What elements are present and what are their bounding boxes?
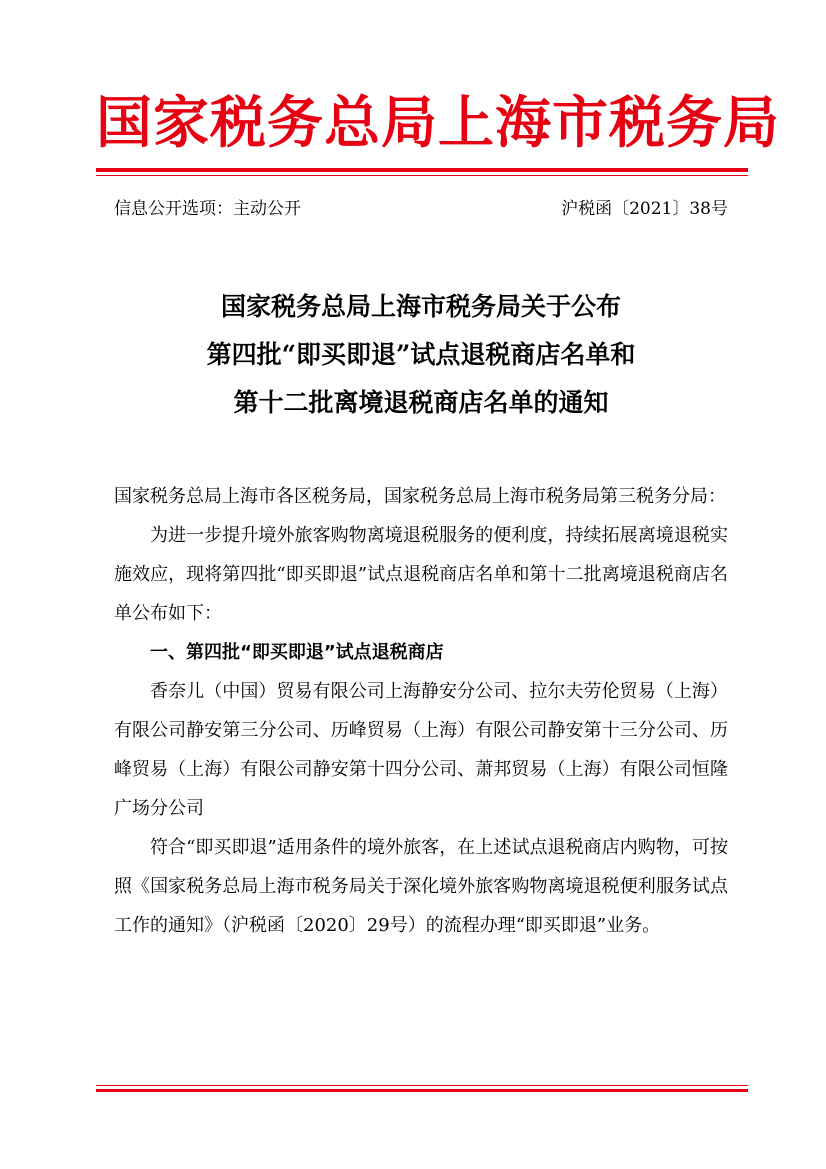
letterhead-rule-thin bbox=[96, 175, 748, 176]
footer-rule-thick bbox=[96, 1089, 748, 1092]
title-line: 国家税务总局上海市税务局关于公布 bbox=[220, 292, 621, 321]
document-number: 沪税函〔2021〕38号 bbox=[561, 199, 728, 219]
title-line: 第十二批离境退税商店名单的通知 bbox=[233, 388, 609, 417]
intro-paragraph: 为进一步提升境外旅客购物离境退税服务的便利度，持续拓展离境退税实施效应，现将第四批“即买即退”试点退税商店名单和第十二批离境退税商店名单公布如下： bbox=[114, 525, 728, 624]
document-title bbox=[96, 283, 746, 427]
letterhead-rule-thick bbox=[96, 168, 748, 172]
section-1-note-paragraph: 符合“即买即退”适用条件的境外旅客，在上述试点退税商店内购物，可按照《国家税务总局上海市税务局关于深化境外旅客购物离境退税便利服务试点工作的通知》（沪税函〔2020〕29号）的流程办理“即买即退”业务。 bbox=[114, 837, 728, 936]
disclosure-option: 信息公开选项：主动公开 bbox=[114, 199, 301, 219]
document-body bbox=[114, 477, 728, 945]
footer-rule-thin bbox=[96, 1085, 748, 1086]
title-line: 第四批“即买即退”试点退税商店名单和 bbox=[206, 340, 636, 369]
addressee-paragraph: 国家税务总局上海市各区税务局，国家税务总局上海市税务局第三税务分局： bbox=[114, 486, 726, 507]
section-1-heading: 一、第四批“即买即退”试点退税商店 bbox=[150, 642, 444, 663]
letterhead-title: 国家税务总局上海市税务局 bbox=[96, 90, 780, 156]
section-1-stores-paragraph: 香奈儿（中国）贸易有限公司上海静安分公司、拉尔夫劳伦贸易（上海）有限公司静安第三分公司、历峰贸易（上海）有限公司静安第十三分公司、历峰贸易（上海）有限公司静安第十四分公司、萧邦贸易（上海）有限公司恒隆广场分公司 bbox=[114, 681, 728, 819]
